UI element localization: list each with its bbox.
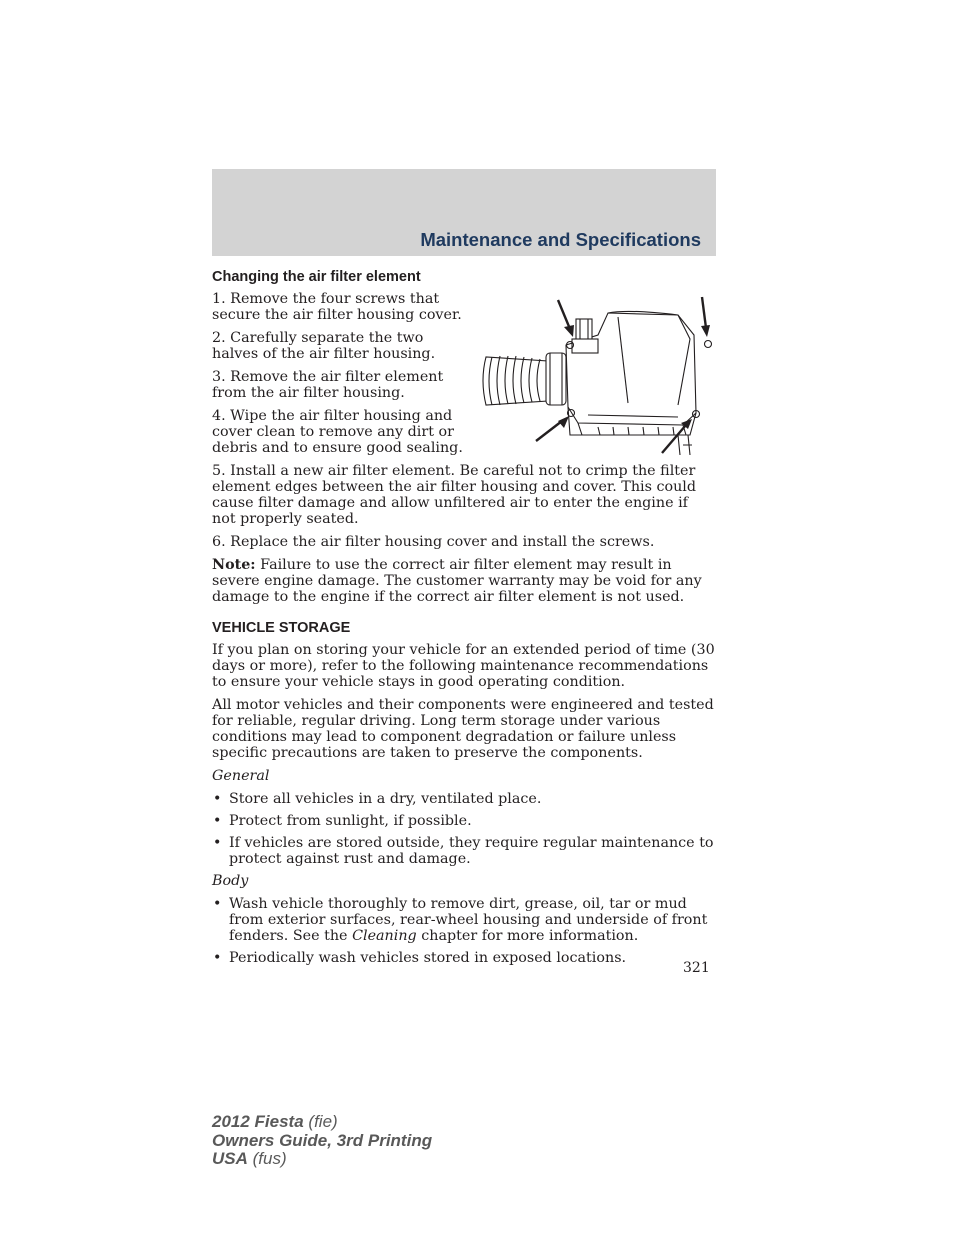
note-label: Note: [212, 557, 256, 573]
note-paragraph [212, 557, 716, 605]
storage-paragraph-2: All motor vehicles and their components were engineered and tested for reliable, regular driving. Long term storage under various conditions may lead to component degradation or failure unless specific precautions are taken to preserve the components. [212, 697, 714, 761]
bullet-icon: • [213, 813, 222, 829]
step-2: 2. Carefully separate the two halves of the air filter housing. [212, 330, 436, 362]
section-header-band [212, 169, 716, 256]
page-number: 321 [683, 960, 710, 976]
step-1: 1. Remove the four screws that secure the air filter housing cover. [212, 291, 462, 323]
cleaning-reference: Cleaning [352, 928, 417, 944]
note-text: Failure to use the correct air filter element may result in severe engine damage. The customer warranty may be void for any damage to the engine if the correct air filter element is not used. [212, 557, 702, 605]
section-heading-vehicle-storage: VEHICLE STORAGE [212, 620, 351, 636]
storage-paragraph-1: If you plan on storing your vehicle for an extended period of time (30 days or more), refer to the following maintenance recommendations to ensure your vehicle stays in good operating condition. [212, 642, 715, 690]
bullet-text: Wash vehicle thoroughly to remove dirt, grease, oil, tar or mud from exterior surfaces, rear-wheel housing and underside of front fenders. See the [229, 896, 708, 944]
bullet-icon: • [213, 950, 222, 966]
footer-line-1 [212, 1113, 432, 1132]
bullet-text-end: chapter for more information. [416, 928, 639, 944]
step-3: 3. Remove the air filter element from the air filter housing. [212, 369, 444, 401]
footer-model: 2012 Fiesta [212, 1112, 304, 1131]
list-item [212, 791, 716, 807]
footer-line-2 [212, 1132, 432, 1151]
bullet-text: Store all vehicles in a dry, ventilated place. [229, 791, 542, 807]
bullet-icon: • [213, 835, 222, 851]
bullet-icon: • [213, 791, 222, 807]
step-6: 6. Replace the air filter housing cover and install the screws. [212, 534, 655, 550]
page-content [212, 266, 716, 972]
bullet-icon: • [213, 896, 222, 912]
list-item [212, 896, 716, 944]
general-label: General [212, 768, 270, 784]
bullet-text: Protect from sunlight, if possible. [229, 813, 472, 829]
step-4: 4. Wipe the air filter housing and cover clean to remove any dirt or debris and to ensure good sealing. [212, 408, 463, 456]
bullet-text: If vehicles are stored outside, they require regular maintenance to protect against rust and damage. [229, 835, 714, 867]
footer-printing: Owners Guide, 3rd Printing [212, 1130, 433, 1150]
step-5: 5. Install a new air filter element. Be careful not to crimp the filter element edges between the air filter housing and cover. This could cause filter damage and allow unfiltered air to enter the engine if not properly seated. [212, 463, 697, 527]
body-label: Body [212, 873, 249, 889]
bullet-text: Periodically wash vehicles stored in exposed locations. [229, 950, 627, 966]
footer-model-code: (fie) [303, 1112, 338, 1131]
footer-market-code: (fus) [247, 1149, 287, 1168]
footer-edition-info [212, 1113, 432, 1169]
list-item [212, 835, 716, 867]
footer-market: USA [212, 1149, 248, 1168]
footer-line-3 [212, 1150, 432, 1169]
list-item [212, 813, 716, 829]
subheading-air-filter: Changing the air filter element [212, 269, 421, 285]
section-title: Maintenance and Specifications [420, 229, 701, 250]
list-item [212, 950, 716, 966]
